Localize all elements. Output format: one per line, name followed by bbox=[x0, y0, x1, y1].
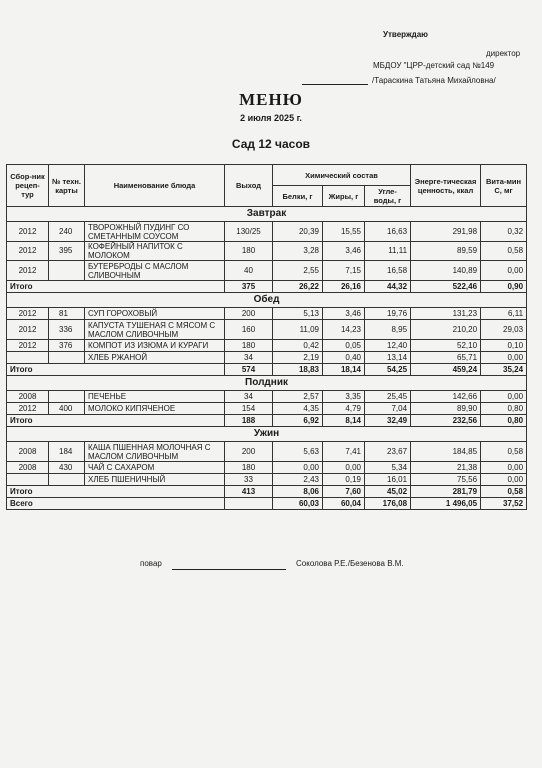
total-carbs-cell: 54,25 bbox=[365, 364, 411, 376]
total-row bbox=[7, 486, 527, 498]
dish-name-cell: КАША ПШЕННАЯ МОЛОЧНАЯ С МАСЛОМ СЛИВОЧНЫМ bbox=[85, 442, 225, 462]
table-row bbox=[7, 403, 527, 415]
fats-cell: 0,19 bbox=[323, 474, 365, 486]
col-carbs: Угле-воды, г bbox=[365, 186, 411, 207]
total-output-cell: 413 bbox=[225, 486, 273, 498]
energy-cell: 184,85 bbox=[411, 442, 481, 462]
vitamin-cell: 0,10 bbox=[481, 340, 527, 352]
tech-card-cell: 430 bbox=[49, 462, 85, 474]
recipe-book-cell bbox=[7, 474, 49, 486]
section-row bbox=[7, 293, 527, 308]
output-cell: 180 bbox=[225, 242, 273, 261]
dish-name-cell: ПЕЧЕНЬЕ bbox=[85, 391, 225, 403]
section-title: Полдник bbox=[7, 376, 527, 391]
vitamin-cell: 0,32 bbox=[481, 222, 527, 242]
tech-card-cell: 395 bbox=[49, 242, 85, 261]
col-recipe-book: Сбор-ник рецеп-тур bbox=[7, 165, 49, 207]
energy-cell: 291,98 bbox=[411, 222, 481, 242]
total-fats-cell: 26,16 bbox=[323, 281, 365, 293]
dish-name-cell: КОФЕЙНЫЙ НАПИТОК С МОЛОКОМ bbox=[85, 242, 225, 261]
dish-name-cell: КОМПОТ ИЗ ИЗЮМА И КУРАГИ bbox=[85, 340, 225, 352]
proteins-cell: 0,42 bbox=[273, 340, 323, 352]
proteins-cell: 5,13 bbox=[273, 308, 323, 320]
total-proteins-cell: 8,06 bbox=[273, 486, 323, 498]
table-row bbox=[7, 352, 527, 364]
energy-cell: 142,66 bbox=[411, 391, 481, 403]
total-proteins-cell: 6,92 bbox=[273, 415, 323, 427]
carbs-cell: 16,01 bbox=[365, 474, 411, 486]
dish-name-cell: МОЛОКО КИПЯЧЕНОЕ bbox=[85, 403, 225, 415]
carbs-cell: 23,67 bbox=[365, 442, 411, 462]
dish-name-cell: БУТЕРБРОДЫ С МАСЛОМ СЛИВОЧНЫМ bbox=[85, 261, 225, 281]
carbs-cell: 12,40 bbox=[365, 340, 411, 352]
menu-date: 2 июля 2025 г. bbox=[240, 113, 302, 123]
fats-cell: 15,55 bbox=[323, 222, 365, 242]
proteins-cell: 2,43 bbox=[273, 474, 323, 486]
output-cell: 200 bbox=[225, 442, 273, 462]
output-cell: 180 bbox=[225, 340, 273, 352]
carbs-cell: 16,58 bbox=[365, 261, 411, 281]
total-output-cell: 188 bbox=[225, 415, 273, 427]
total-proteins-cell: 18,83 bbox=[273, 364, 323, 376]
tech-card-cell bbox=[49, 391, 85, 403]
tech-card-cell: 240 bbox=[49, 222, 85, 242]
total-vitamin-cell: 0,90 bbox=[481, 281, 527, 293]
recipe-book-cell: 2012 bbox=[7, 308, 49, 320]
table-row bbox=[7, 261, 527, 281]
output-cell: 34 bbox=[225, 352, 273, 364]
carbs-cell: 25,45 bbox=[365, 391, 411, 403]
fats-cell: 14,23 bbox=[323, 320, 365, 340]
vitamin-cell: 0,58 bbox=[481, 242, 527, 261]
section-title: Ужин bbox=[7, 427, 527, 442]
total-energy-cell: 459,24 bbox=[411, 364, 481, 376]
cook-signature-line bbox=[172, 569, 286, 570]
total-fats-cell: 8,14 bbox=[323, 415, 365, 427]
tech-card-cell bbox=[49, 352, 85, 364]
output-cell: 130/25 bbox=[225, 222, 273, 242]
fats-cell: 0,40 bbox=[323, 352, 365, 364]
total-row bbox=[7, 281, 527, 293]
col-fats: Жиры, г bbox=[323, 186, 365, 207]
section-row bbox=[7, 376, 527, 391]
table-row bbox=[7, 308, 527, 320]
col-chemical: Химический состав bbox=[273, 165, 411, 186]
tech-card-cell: 400 bbox=[49, 403, 85, 415]
grand-total-energy-cell: 1 496,05 bbox=[411, 498, 481, 510]
proteins-cell: 2,57 bbox=[273, 391, 323, 403]
recipe-book-cell: 2012 bbox=[7, 403, 49, 415]
carbs-cell: 19,76 bbox=[365, 308, 411, 320]
output-cell: 40 bbox=[225, 261, 273, 281]
cook-label: повар bbox=[140, 559, 162, 568]
total-vitamin-cell: 0,58 bbox=[481, 486, 527, 498]
grand-total-output-cell bbox=[225, 498, 273, 510]
cook-names: Соколова Р.Е./Безенова В.М. bbox=[296, 559, 404, 568]
recipe-book-cell: 2008 bbox=[7, 462, 49, 474]
section-row bbox=[7, 427, 527, 442]
recipe-book-cell bbox=[7, 352, 49, 364]
proteins-cell: 0,00 bbox=[273, 462, 323, 474]
fats-cell: 0,05 bbox=[323, 340, 365, 352]
tech-card-cell bbox=[49, 474, 85, 486]
col-tech-card: № техн. карты bbox=[49, 165, 85, 207]
total-vitamin-cell: 0,80 bbox=[481, 415, 527, 427]
fats-cell: 0,00 bbox=[323, 462, 365, 474]
fats-cell: 7,41 bbox=[323, 442, 365, 462]
total-energy-cell: 232,56 bbox=[411, 415, 481, 427]
proteins-cell: 4,35 bbox=[273, 403, 323, 415]
energy-cell: 75,56 bbox=[411, 474, 481, 486]
table-row bbox=[7, 242, 527, 261]
vitamin-cell: 0,00 bbox=[481, 474, 527, 486]
vitamin-cell: 0,00 bbox=[481, 261, 527, 281]
tech-card-cell: 81 bbox=[49, 308, 85, 320]
approve-label: Утверждаю bbox=[383, 30, 428, 39]
total-row bbox=[7, 415, 527, 427]
total-carbs-cell: 32,49 bbox=[365, 415, 411, 427]
carbs-cell: 13,14 bbox=[365, 352, 411, 364]
total-carbs-cell: 44,32 bbox=[365, 281, 411, 293]
energy-cell: 89,59 bbox=[411, 242, 481, 261]
fats-cell: 3,35 bbox=[323, 391, 365, 403]
signer-name: /Тараскина Татьяна Михайловна/ bbox=[372, 76, 496, 85]
total-output-cell: 574 bbox=[225, 364, 273, 376]
dish-name-cell: КАПУСТА ТУШЕНАЯ С МЯСОМ С МАСЛОМ СЛИВОЧНЫМ bbox=[85, 320, 225, 340]
signature-line bbox=[302, 84, 368, 85]
carbs-cell: 8,95 bbox=[365, 320, 411, 340]
table-row bbox=[7, 320, 527, 340]
grand-total-proteins-cell: 60,03 bbox=[273, 498, 323, 510]
output-cell: 154 bbox=[225, 403, 273, 415]
table-row bbox=[7, 391, 527, 403]
carbs-cell: 7,04 bbox=[365, 403, 411, 415]
dish-name-cell: ЧАЙ С САХАРОМ bbox=[85, 462, 225, 474]
grand-total-carbs-cell: 176,08 bbox=[365, 498, 411, 510]
vitamin-cell: 0,58 bbox=[481, 442, 527, 462]
recipe-book-cell: 2012 bbox=[7, 242, 49, 261]
section-title: Обед bbox=[7, 293, 527, 308]
total-label: Итого bbox=[7, 281, 225, 293]
table-row bbox=[7, 340, 527, 352]
menu-table-body bbox=[7, 207, 527, 510]
proteins-cell: 2,19 bbox=[273, 352, 323, 364]
recipe-book-cell: 2012 bbox=[7, 222, 49, 242]
vitamin-cell: 0,00 bbox=[481, 352, 527, 364]
proteins-cell: 5,63 bbox=[273, 442, 323, 462]
grand-total-vitamin-cell: 37,52 bbox=[481, 498, 527, 510]
vitamin-cell: 0,00 bbox=[481, 391, 527, 403]
total-output-cell: 375 bbox=[225, 281, 273, 293]
director-position: директор bbox=[486, 49, 521, 58]
total-label: Итого bbox=[7, 415, 225, 427]
total-vitamin-cell: 35,24 bbox=[481, 364, 527, 376]
fats-cell: 3,46 bbox=[323, 308, 365, 320]
table-row bbox=[7, 222, 527, 242]
carbs-cell: 16,63 bbox=[365, 222, 411, 242]
grand-total-fats-cell: 60,04 bbox=[323, 498, 365, 510]
output-cell: 34 bbox=[225, 391, 273, 403]
recipe-book-cell: 2012 bbox=[7, 340, 49, 352]
total-row bbox=[7, 364, 527, 376]
proteins-cell: 3,28 bbox=[273, 242, 323, 261]
grand-total-row bbox=[7, 498, 527, 510]
dish-name-cell: ХЛЕБ ПШЕНИЧНЫЙ bbox=[85, 474, 225, 486]
col-vitamin: Вита-мин С, мг bbox=[481, 165, 527, 207]
col-energy: Энерге-тическая ценность, ккал bbox=[411, 165, 481, 207]
energy-cell: 21,38 bbox=[411, 462, 481, 474]
vitamin-cell: 29,03 bbox=[481, 320, 527, 340]
organization-name: МБДОУ "ЦРР-детский сад №149 bbox=[373, 61, 495, 70]
vitamin-cell: 0,00 bbox=[481, 462, 527, 474]
grand-total-label: Всего bbox=[7, 498, 225, 510]
total-label: Итого bbox=[7, 364, 225, 376]
tech-card-cell: 376 bbox=[49, 340, 85, 352]
output-cell: 180 bbox=[225, 462, 273, 474]
energy-cell: 210,20 bbox=[411, 320, 481, 340]
energy-cell: 89,90 bbox=[411, 403, 481, 415]
energy-cell: 52,10 bbox=[411, 340, 481, 352]
fats-cell: 4,79 bbox=[323, 403, 365, 415]
carbs-cell: 11,11 bbox=[365, 242, 411, 261]
total-fats-cell: 7,60 bbox=[323, 486, 365, 498]
section-title: Завтрак bbox=[7, 207, 527, 222]
energy-cell: 131,23 bbox=[411, 308, 481, 320]
menu-table bbox=[6, 164, 527, 510]
recipe-book-cell: 2008 bbox=[7, 442, 49, 462]
output-cell: 200 bbox=[225, 308, 273, 320]
recipe-book-cell: 2008 bbox=[7, 391, 49, 403]
proteins-cell: 11,09 bbox=[273, 320, 323, 340]
col-proteins: Белки, г bbox=[273, 186, 323, 207]
tech-card-cell bbox=[49, 261, 85, 281]
total-label: Итого bbox=[7, 486, 225, 498]
tech-card-cell: 184 bbox=[49, 442, 85, 462]
output-cell: 160 bbox=[225, 320, 273, 340]
page-title: МЕНЮ bbox=[239, 90, 303, 109]
proteins-cell: 20,39 bbox=[273, 222, 323, 242]
energy-cell: 140,89 bbox=[411, 261, 481, 281]
total-fats-cell: 18,14 bbox=[323, 364, 365, 376]
vitamin-cell: 0,80 bbox=[481, 403, 527, 415]
dish-name-cell: СУП ГОРОХОВЫЙ bbox=[85, 308, 225, 320]
table-row bbox=[7, 474, 527, 486]
col-dish-name: Наименование блюда bbox=[85, 165, 225, 207]
proteins-cell: 2,55 bbox=[273, 261, 323, 281]
fats-cell: 3,46 bbox=[323, 242, 365, 261]
dish-name-cell: ХЛЕБ РЖАНОЙ bbox=[85, 352, 225, 364]
total-proteins-cell: 26,22 bbox=[273, 281, 323, 293]
carbs-cell: 5,34 bbox=[365, 462, 411, 474]
total-carbs-cell: 45,02 bbox=[365, 486, 411, 498]
output-cell: 33 bbox=[225, 474, 273, 486]
recipe-book-cell: 2012 bbox=[7, 261, 49, 281]
energy-cell: 65,71 bbox=[411, 352, 481, 364]
vitamin-cell: 6,11 bbox=[481, 308, 527, 320]
table-row bbox=[7, 462, 527, 474]
menu-subtitle: Сад 12 часов bbox=[231, 137, 311, 151]
table-row bbox=[7, 442, 527, 462]
dish-name-cell: ТВОРОЖНЫЙ ПУДИНГ СО СМЕТАННЫМ СОУСОМ bbox=[85, 222, 225, 242]
total-energy-cell: 281,79 bbox=[411, 486, 481, 498]
total-energy-cell: 522,46 bbox=[411, 281, 481, 293]
recipe-book-cell: 2012 bbox=[7, 320, 49, 340]
col-output: Выход bbox=[225, 165, 273, 207]
fats-cell: 7,15 bbox=[323, 261, 365, 281]
section-row bbox=[7, 207, 527, 222]
tech-card-cell: 336 bbox=[49, 320, 85, 340]
